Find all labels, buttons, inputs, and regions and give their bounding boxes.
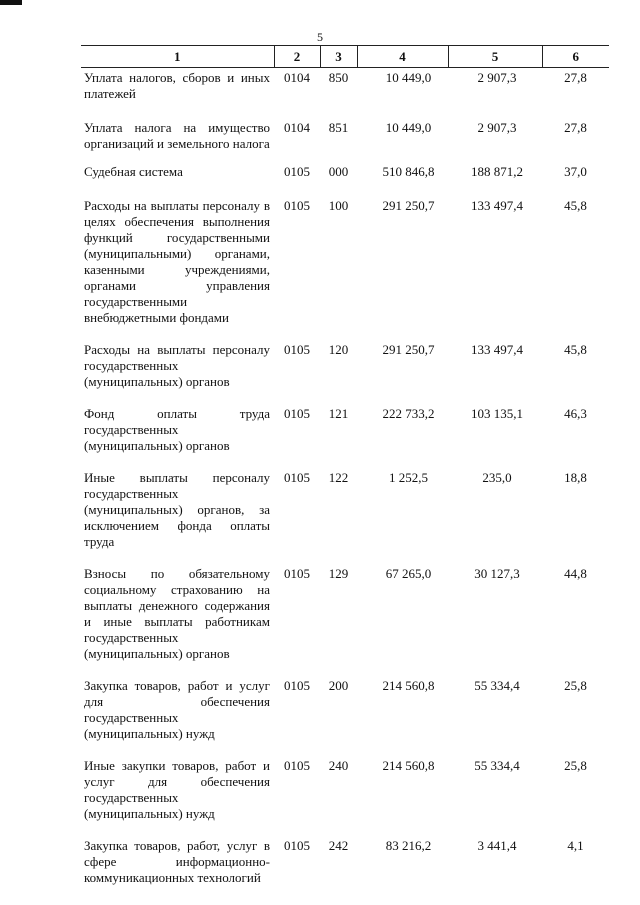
row-expense-type-cell: 000 [328, 164, 349, 179]
row-expense-type-cell: 240 [328, 758, 349, 773]
row-section-code-cell: 0105 [284, 838, 310, 853]
row-fact-value-cell: 55 334,4 [474, 758, 520, 773]
row-percent-cell: 27,8 [564, 70, 587, 85]
row-fact-value-cell: 2 907,3 [477, 120, 517, 135]
row-percent-cell: 25,8 [564, 758, 587, 773]
row-expense-type-cell: 122 [328, 470, 349, 485]
row-name-cell: Расходы на выплаты персоналу в целях обеспечения выполнения функций государственными (муниципальными) органами, казенными учреждениями, органами управления государственными внебюджетными фондами [84, 198, 270, 325]
row-percent-cell: 4,1 [567, 838, 584, 853]
row-fact-value-cell: 133 497,4 [471, 342, 523, 357]
budget-table [81, 45, 609, 886]
row-fact-value-cell: 3 441,4 [477, 838, 517, 853]
row-percent-cell: 18,8 [564, 470, 587, 485]
table-row [81, 390, 609, 454]
row-name-cell: Закупка товаров, работ, услуг в сфере информационно-коммуникационных технологий [84, 838, 270, 885]
header-col-3: 3 [320, 46, 357, 68]
row-percent-cell: 45,8 [564, 342, 587, 357]
row-section-code-cell: 0105 [284, 470, 310, 485]
row-percent-cell: 37,0 [564, 164, 587, 179]
row-fact-value-cell: 235,0 [482, 470, 512, 485]
header-col-6: 6 [542, 46, 609, 68]
row-percent-cell: 45,8 [564, 198, 587, 213]
row-expense-type-cell: 121 [328, 406, 349, 421]
row-percent-cell: 46,3 [564, 406, 587, 421]
row-section-code-cell: 0105 [284, 198, 310, 213]
row-name-cell: Судебная система [84, 164, 183, 179]
row-expense-type-cell: 200 [328, 678, 349, 693]
table-row [81, 68, 609, 103]
row-expense-type-cell: 120 [328, 342, 349, 357]
row-plan-value-cell: 1 252,5 [389, 470, 428, 485]
row-section-code-cell: 0105 [284, 566, 310, 581]
row-percent-cell: 25,8 [564, 678, 587, 693]
row-section-code-cell: 0105 [284, 406, 310, 421]
row-section-code-cell: 0105 [284, 164, 310, 179]
row-expense-type-cell: 129 [328, 566, 349, 581]
row-section-code-cell: 0105 [284, 678, 310, 693]
row-plan-value-cell: 214 560,8 [382, 758, 435, 773]
row-expense-type-cell: 100 [328, 198, 349, 213]
row-plan-value-cell: 10 449,0 [385, 70, 432, 85]
row-section-code-cell: 0104 [284, 120, 310, 135]
scan-corner-mark [0, 0, 22, 5]
row-section-code-cell: 0104 [284, 70, 310, 85]
row-fact-value-cell: 30 127,3 [474, 566, 520, 581]
row-percent-cell: 27,8 [564, 120, 587, 135]
row-fact-value-cell: 2 907,3 [477, 70, 517, 85]
table-row [81, 180, 609, 326]
header-col-4: 4 [357, 46, 448, 68]
row-plan-value-cell: 291 250,7 [382, 198, 435, 213]
row-fact-value-cell: 103 135,1 [471, 406, 523, 421]
table-row [81, 326, 609, 390]
table-row [81, 742, 609, 822]
row-name-cell: Уплата налогов, сборов и иных платежей [84, 70, 270, 101]
header-col-1: 1 [81, 46, 274, 68]
row-plan-value-cell: 214 560,8 [382, 678, 435, 693]
row-name-cell: Расходы на выплаты персоналу государственных (муниципальных) органов [84, 342, 270, 389]
row-name-cell: Иные закупки товаров, работ и услуг для обеспечения государственных (муниципальных) нужд [84, 758, 270, 821]
row-name-cell: Иные выплаты персоналу государственных (муниципальных) органов, за исключением фонда оплаты труда [84, 470, 270, 549]
row-plan-value-cell: 67 265,0 [385, 566, 432, 581]
row-section-code-cell: 0105 [284, 342, 310, 357]
row-fact-value-cell: 188 871,2 [471, 164, 523, 179]
header-col-2: 2 [274, 46, 320, 68]
table-header-row [81, 46, 609, 68]
table-row [81, 550, 609, 662]
row-expense-type-cell: 850 [328, 70, 349, 85]
row-fact-value-cell: 55 334,4 [474, 678, 520, 693]
row-plan-value-cell: 10 449,0 [385, 120, 432, 135]
row-fact-value-cell: 133 497,4 [471, 198, 523, 213]
page-number: 5 [317, 30, 323, 44]
header-col-5: 5 [448, 46, 542, 68]
row-name-cell: Фонд оплаты труда государственных (муниципальных) органов [84, 406, 270, 453]
table-row [81, 102, 609, 152]
table-body [81, 68, 609, 887]
table-row [81, 662, 609, 742]
row-section-code-cell: 0105 [284, 758, 310, 773]
row-plan-value-cell: 510 846,8 [382, 164, 435, 179]
row-plan-value-cell: 222 733,2 [382, 406, 435, 421]
row-plan-value-cell: 83 216,2 [385, 838, 432, 853]
row-expense-type-cell: 851 [328, 120, 349, 135]
row-name-cell: Закупка товаров, работ и услуг для обеспечения государственных (муниципальных) нужд [84, 678, 270, 741]
row-percent-cell: 44,8 [564, 566, 587, 581]
table-row [81, 822, 609, 886]
table-row [81, 454, 609, 550]
row-name-cell: Взносы по обязательному социальному страхованию на выплаты денежного содержания и иные выплаты работникам государственных (муниципальных) органов [84, 566, 270, 661]
row-expense-type-cell: 242 [328, 838, 349, 853]
row-plan-value-cell: 291 250,7 [382, 342, 435, 357]
table-row [81, 152, 609, 180]
row-name-cell: Уплата налога на имущество организаций и земельного налога [84, 120, 270, 151]
